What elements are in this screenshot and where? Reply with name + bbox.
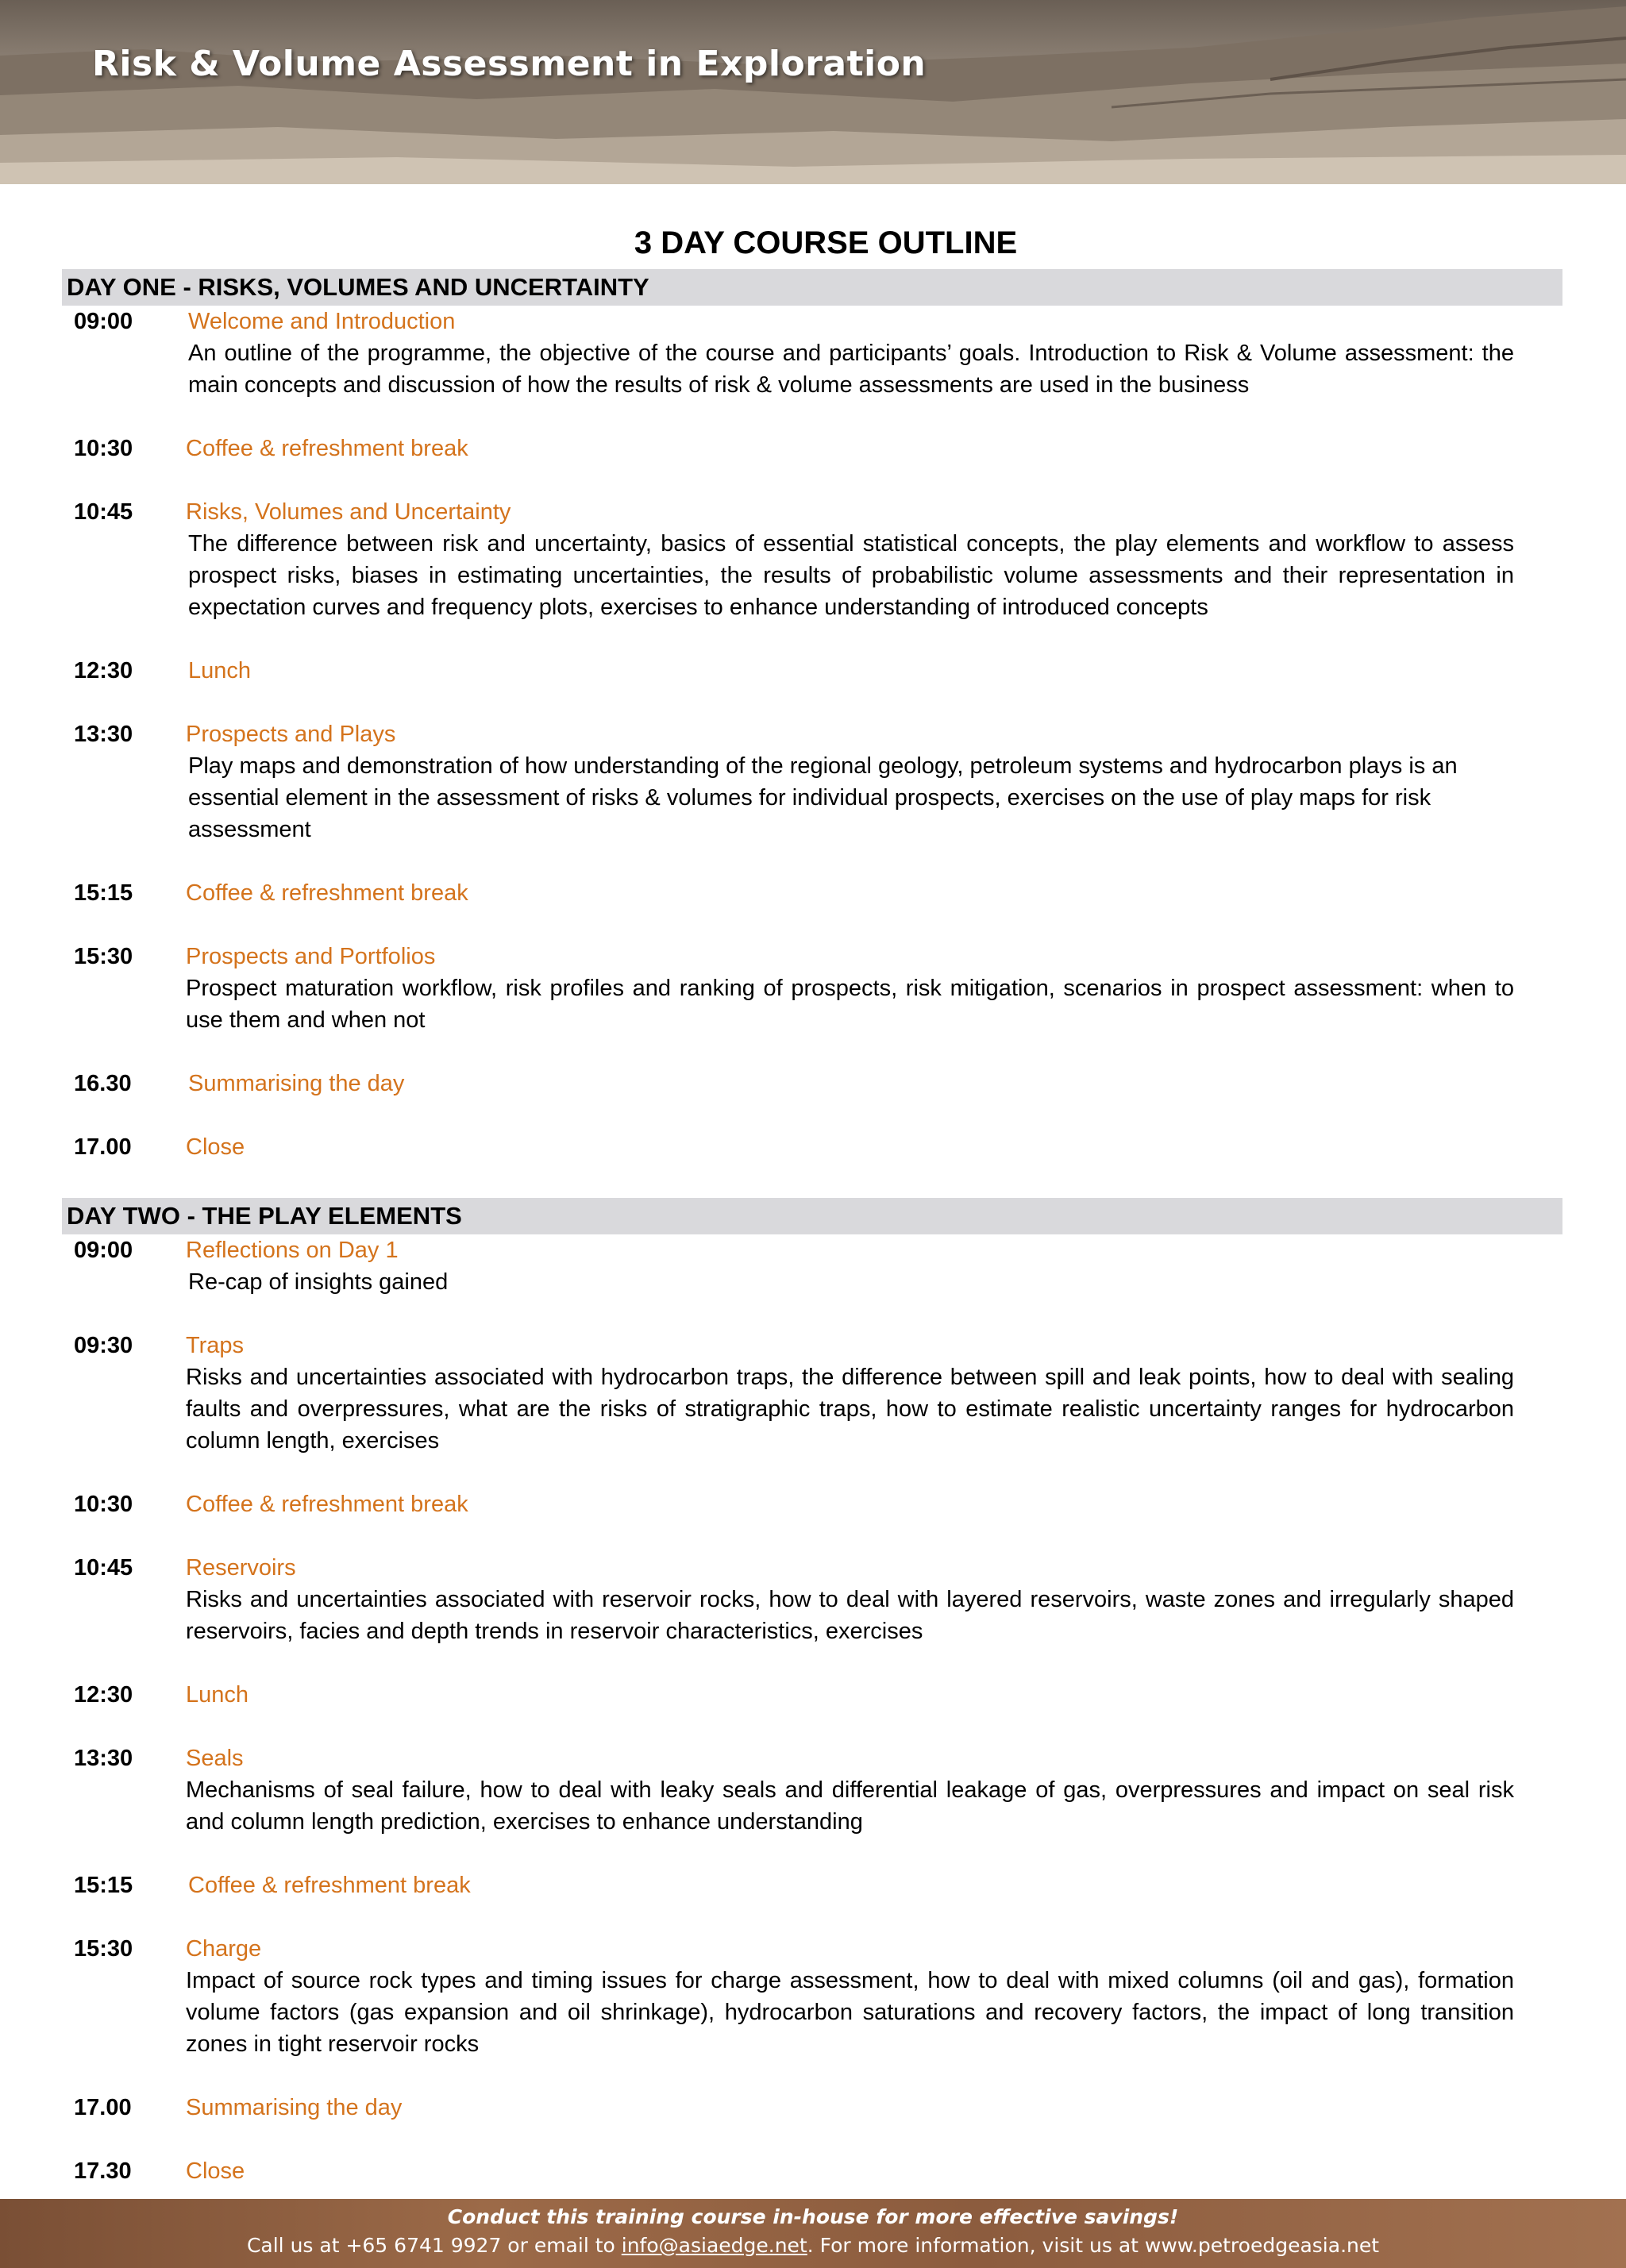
- email-link[interactable]: info@asiaedge.net: [621, 2234, 807, 2257]
- entry-topic: Summarising the day: [188, 1071, 405, 1096]
- course-title: Risk & Volume Assessment in Exploration: [92, 44, 927, 84]
- entry-description: Impact of source rock types and timing issues for charge assessment, how to deal with mixed columns (oil and gas), formation volume factors (gas expansion and oil shrinkage), hydrocarbon saturations and recovery factors, the impact of long transition zones in tight reservoir rocks: [186, 1968, 1514, 2057]
- entry-topic: Reservoirs: [186, 1555, 296, 1581]
- entry-time: 16.30: [74, 1071, 132, 1096]
- entry-topic: Coffee & refreshment break: [186, 880, 468, 906]
- entry-time: 15:30: [74, 1936, 133, 1962]
- day-two-header: DAY TWO - THE PLAY ELEMENTS: [62, 1198, 1562, 1234]
- outline-title: 3 DAY COURSE OUTLINE: [634, 225, 1018, 260]
- entry-topic: Seals: [186, 1746, 244, 1771]
- entry-description: An outline of the programme, the objective of the course and participants’ goals. Introduction to Risk & Volume assessment: the main concepts and discussion of how the results of risk & volume assessments are used in the business: [188, 341, 1514, 398]
- footer-call-text: Call us at +65 6741 9927 or email to: [246, 2234, 622, 2257]
- entry-time: 10:45: [74, 499, 133, 525]
- entry-description: Risks and uncertainties associated with hydrocarbon traps, the difference between spill and leak points, how to deal with sealing faults and overpressures, what are the risks of stratigraphic traps, how to estimate realistic uncertainty ranges for hydrocarbon column length, exercises: [186, 1365, 1514, 1454]
- entry-time: 15:15: [74, 1873, 133, 1898]
- entry-topic: Reflections on Day 1: [186, 1238, 399, 1263]
- day-one-header: DAY ONE - RISKS, VOLUMES AND UNCERTAINTY: [62, 269, 1562, 306]
- entry-time: 10:45: [74, 1555, 133, 1581]
- entry-description: Risks and uncertainties associated with reservoir rocks, how to deal with layered reservoirs, waste zones and irregularly shaped reservoirs, facies and depth trends in reservoir characteristics, exercises: [186, 1587, 1514, 1644]
- entry-topic: Lunch: [188, 658, 252, 683]
- entry-time: 09:00: [74, 309, 133, 334]
- footer-banner: [0, 2199, 1626, 2268]
- entry-time: 17.30: [74, 2158, 132, 2184]
- entry-topic: Traps: [186, 1333, 245, 1358]
- entry-time: 10:30: [74, 1492, 133, 1517]
- footer-website-text: . For more information, visit us at www.petroedgeasia.net: [807, 2234, 1380, 2257]
- entry-description: Mechanisms of seal failure, how to deal with leaky seals and differential leakage of gas, overpressures and impact on seal risk and column length prediction, exercises to enhance understanding: [186, 1777, 1514, 1835]
- entry-topic: Coffee & refreshment break: [188, 1873, 471, 1898]
- entry-time: 12:30: [74, 658, 133, 683]
- entry-topic: Charge: [186, 1936, 262, 1962]
- footer-promo: Conduct this training course in-house for more effective savings!: [447, 2205, 1179, 2228]
- entry-topic: Lunch: [186, 1682, 249, 1708]
- entry-time: 10:30: [74, 436, 133, 461]
- entry-time: 09:00: [74, 1238, 133, 1263]
- entry-topic: Close: [186, 2158, 245, 2184]
- entry-topic: Welcome and Introduction: [188, 309, 456, 334]
- entry-time: 15:15: [74, 880, 133, 906]
- entry-topic: Coffee & refreshment break: [186, 1492, 468, 1517]
- entry-time: 15:30: [74, 944, 133, 969]
- entry-time: 13:30: [74, 1746, 133, 1771]
- desert-landscape-image: [0, 0, 1626, 184]
- entry-topic: Close: [186, 1134, 245, 1160]
- header-banner: [0, 0, 1626, 184]
- entry-time: 17.00: [74, 2095, 132, 2120]
- entry-topic: Risks, Volumes and Uncertainty: [186, 499, 511, 525]
- entry-time: 12:30: [74, 1682, 133, 1708]
- entry-time: 13:30: [74, 722, 133, 747]
- entry-description: Re-cap of insights gained: [188, 1269, 449, 1295]
- entry-time: 17.00: [74, 1134, 132, 1160]
- footer-contact: [0, 2234, 1626, 2257]
- entry-description: Prospect maturation workflow, risk profiles and ranking of prospects, risk mitigation, scenarios in prospect assessment: when to use them and when not: [186, 976, 1514, 1033]
- entry-topic: Summarising the day: [186, 2095, 403, 2120]
- entry-topic: Prospects and Portfolios: [186, 944, 436, 969]
- entry-topic: Coffee & refreshment break: [186, 436, 468, 461]
- entry-description: The difference between risk and uncertainty, basics of essential statistical concepts, the play elements and workflow to assess prospect risks, biases in estimating uncertainties, the results of probabilistic volume assessments and their representation in expectation curves and frequency plots, exercises to enhance understanding of introduced concepts: [188, 531, 1514, 620]
- entry-topic: Prospects and Plays: [186, 722, 396, 747]
- entry-time: 09:30: [74, 1333, 133, 1358]
- entry-description: Play maps and demonstration of how understanding of the regional geology, petroleum systems and hydrocarbon plays is an essential element in the assessment of risks & volumes for individual prospects, exercises on the use of play maps for risk assessment: [188, 753, 1458, 842]
